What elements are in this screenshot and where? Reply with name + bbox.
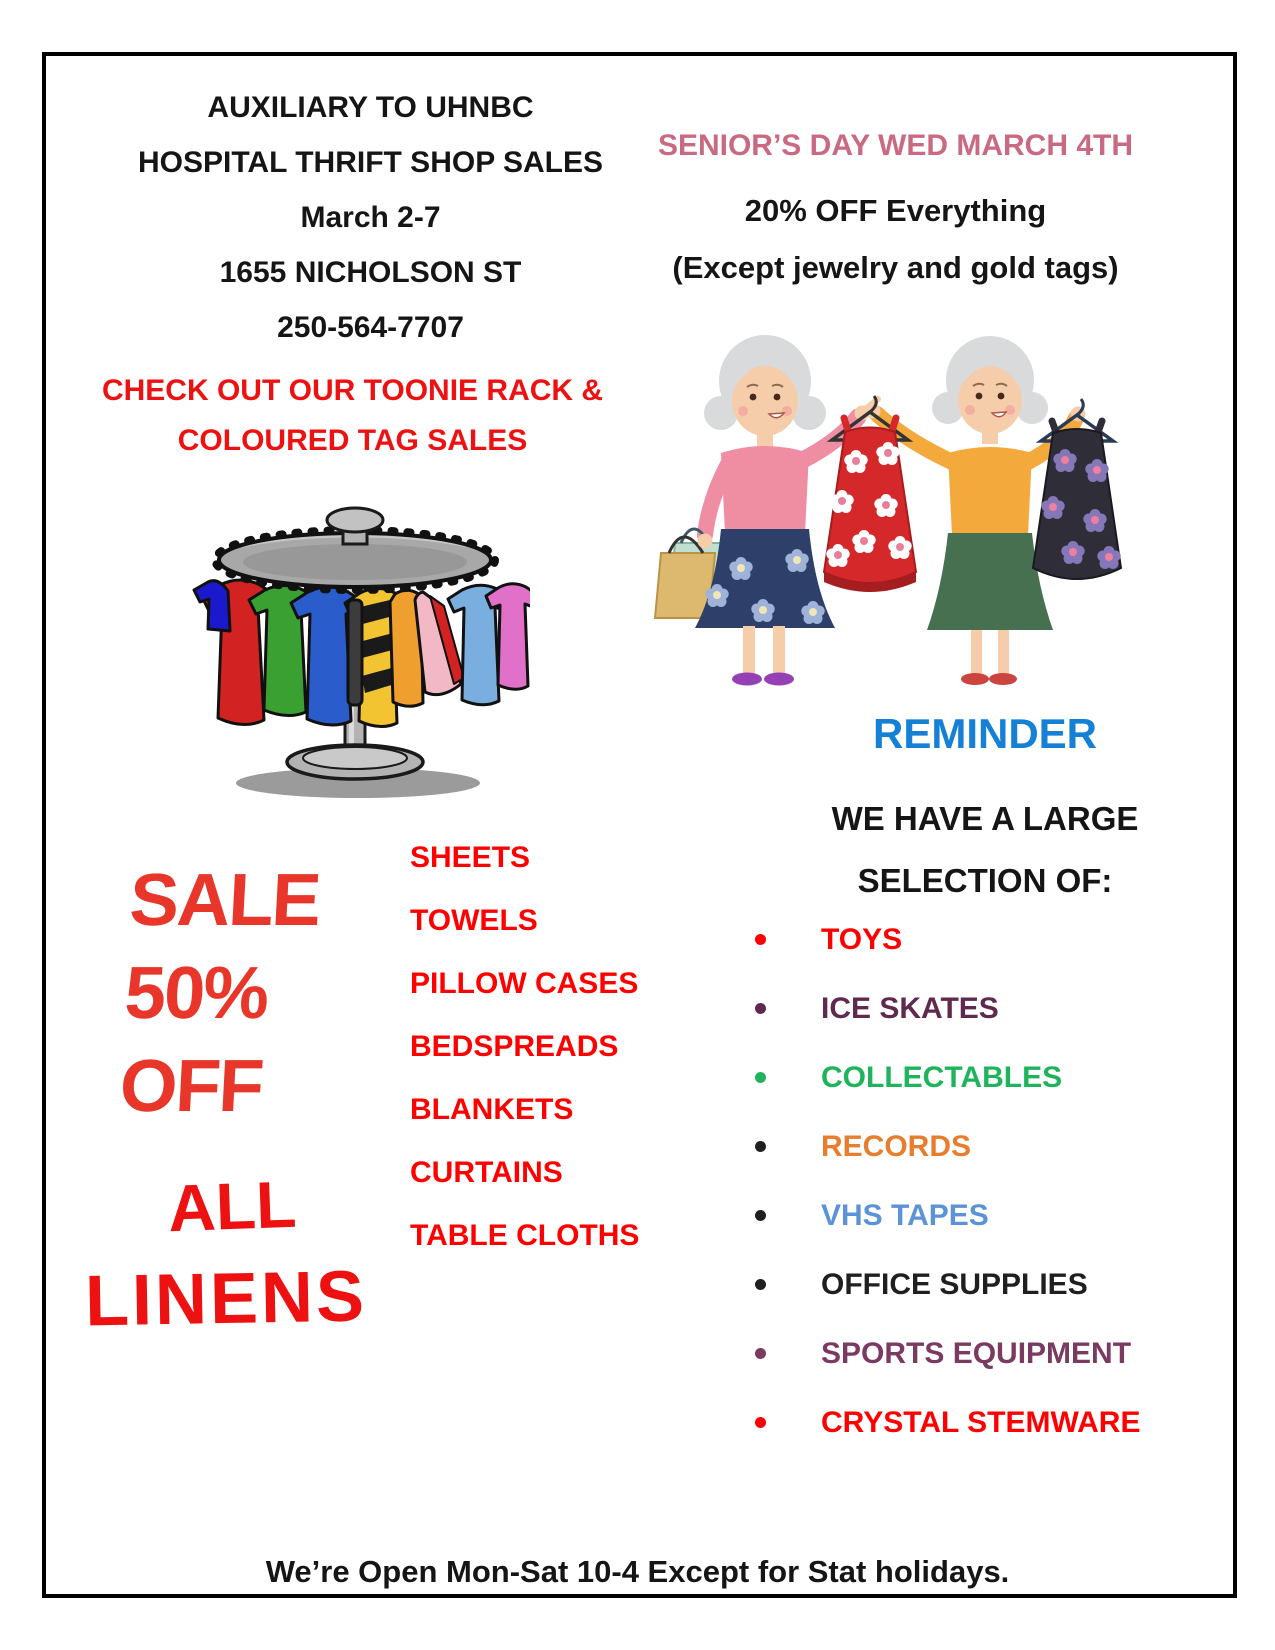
reminder-title: REMINDER [872, 710, 1097, 757]
toonie-line: COLOURED TAG SALES [177, 424, 528, 457]
selection-item [755, 1388, 1140, 1457]
bullet-icon [755, 1141, 766, 1152]
bullet-icon [755, 1417, 766, 1428]
selection-item [755, 974, 1140, 1043]
all-linens-word: ALL [166, 1166, 298, 1246]
linens-item: TABLE CLOTHS [410, 1219, 640, 1252]
linens-list [410, 826, 639, 1267]
linens-item: CURTAINS [410, 1156, 563, 1189]
selection-item [755, 1319, 1140, 1388]
bullet-icon [755, 1348, 766, 1359]
linens-item: PILLOW CASES [410, 967, 639, 1000]
header-line: AUXILIARY TO UHNBC [207, 91, 534, 124]
clothing-rack-icon [180, 490, 530, 805]
reminder-subtitle [700, 788, 1270, 912]
selection-item-label: RECORDS [821, 1129, 972, 1163]
linens-item: SHEETS [410, 841, 531, 874]
bullet-icon [755, 1210, 766, 1221]
selection-item [755, 1250, 1140, 1319]
selection-item-label: VHS TAPES [821, 1198, 989, 1232]
selection-item [755, 1112, 1140, 1181]
linens-item: TOWELS [410, 904, 538, 937]
bullet-icon [755, 1279, 766, 1290]
selection-item [755, 905, 1140, 974]
linens-item: BLANKETS [410, 1093, 574, 1126]
shop-header [118, 80, 623, 355]
toonie-line: CHECK OUT OUR TOONIE RACK & [101, 374, 604, 407]
header-line: March 2-7 [300, 201, 441, 234]
selection-item-label: CRYSTAL STEMWARE [821, 1405, 1141, 1439]
sale-line: 50% [122, 951, 270, 1034]
sale-line: OFF [117, 1044, 265, 1127]
selection-list [755, 905, 1140, 1457]
selection-item [755, 1043, 1140, 1112]
selection-item-label: SPORTS EQUIPMENT [821, 1336, 1132, 1370]
bullet-icon [755, 1003, 766, 1014]
selection-item-label: TOYS [821, 922, 903, 956]
reminder-line: WE HAVE A LARGE [831, 800, 1139, 837]
seniors-day-exception: (Except jewelry and gold tags) [672, 250, 1119, 285]
header-line: HOSPITAL THRIFT SHOP SALES [137, 146, 604, 179]
selection-item-label: COLLECTABLES [821, 1060, 1063, 1094]
selection-item-label: ICE SKATES [821, 991, 999, 1025]
sale-50-off [118, 853, 322, 1132]
bullet-icon [755, 934, 766, 945]
linens-item: BEDSPREADS [410, 1030, 619, 1063]
toonie-rack-notice [70, 366, 635, 466]
seniors-day-offer: 20% OFF Everything [744, 193, 1047, 228]
selection-item [755, 1181, 1140, 1250]
selection-item-label: OFFICE SUPPLIES [821, 1267, 1088, 1301]
reminder-line: SELECTION OF: [857, 862, 1113, 899]
seniors-shopping-icon [640, 313, 1135, 690]
bullet-icon [755, 1072, 766, 1083]
header-line: 1655 NICHOLSON ST [219, 256, 522, 289]
sale-line: SALE [127, 858, 322, 941]
seniors-day-title: SENIOR’S DAY WED MARCH 4TH [657, 129, 1134, 162]
opening-hours: We’re Open Mon-Sat 10-4 Except for Stat holidays. [265, 1554, 1010, 1589]
phone-number: 250-564-7707 [277, 311, 464, 344]
all-linens-word: LINENS [84, 1256, 368, 1342]
